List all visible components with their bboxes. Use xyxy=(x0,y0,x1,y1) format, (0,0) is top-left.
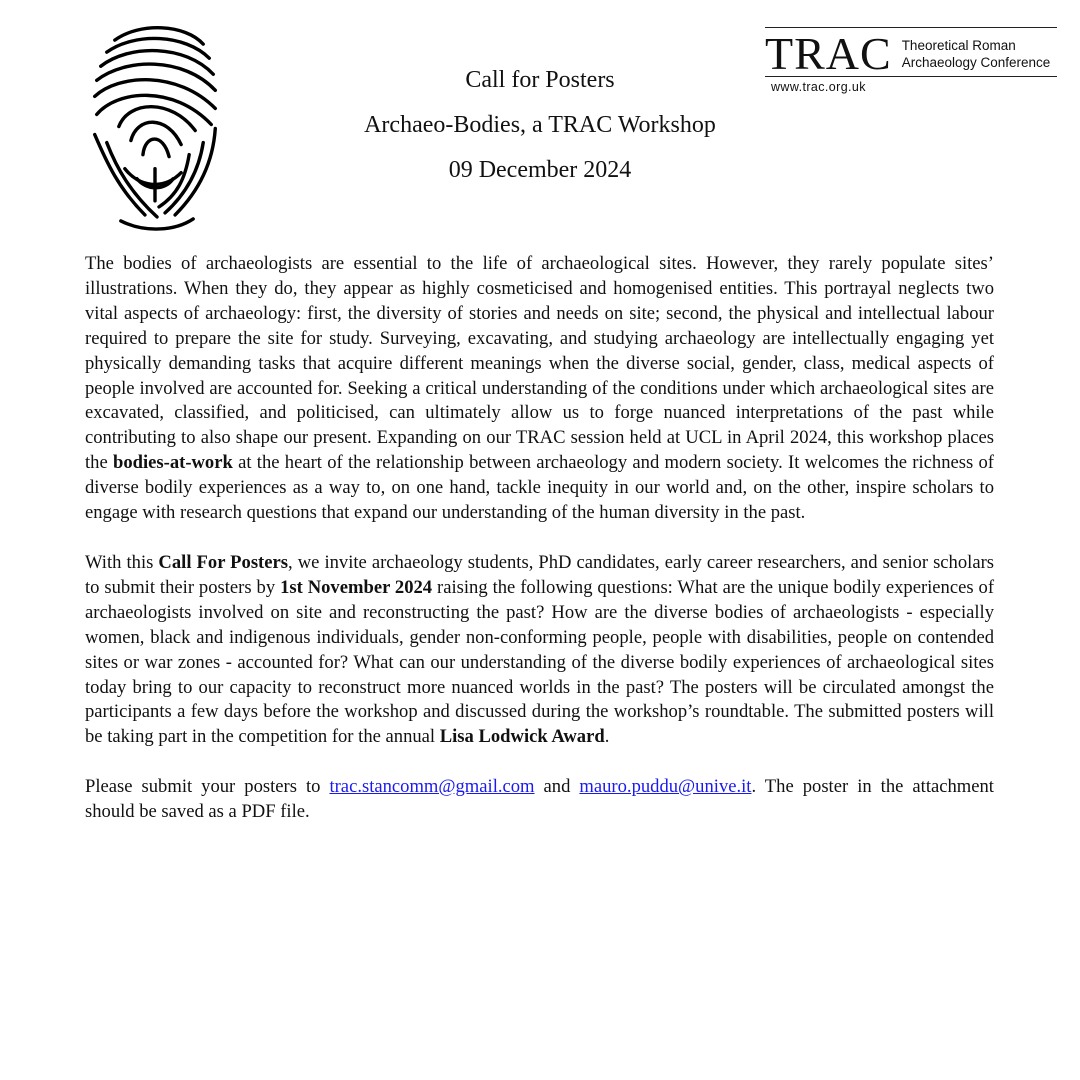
call-text-c: raising the following questions: What are the unique bodily experiences of archaeologists involved on site and reconstructing the past? How are the diverse bodies of archaeologists - especially women, black and indigenous individuals, gender non-conforming people, people with disabilities, people on contended sites or war zones - accounted for? What can our understanding of the diverse bodily experiences of archaeological sites today bring to our capacity to reconstruct more nuanced worlds in the past? The posters will be circulated amongst the participants a few days before the workshop and discussed during the workshop’s roundtable. The submitted posters will be taking part in the competition for the annual xyxy=(85,576,995,748)
workshop-date: 09 December 2024 xyxy=(448,157,632,183)
trac-wordmark: TRAC xyxy=(765,28,892,79)
call-text-a: With this xyxy=(85,551,159,573)
call-text-d: . xyxy=(604,726,610,748)
submit-text-b: and xyxy=(534,776,580,798)
bodies-at-work-emphasis: bodies-at-work xyxy=(113,452,233,474)
trac-logo xyxy=(765,27,1057,94)
trac-fullname-line2: Archaeology Conference xyxy=(901,55,1051,70)
page-title: Call for Posters xyxy=(465,67,615,93)
submission-paragraph xyxy=(85,775,994,825)
trac-fullname xyxy=(902,37,1051,71)
fingerprint-swirl-icon xyxy=(84,18,226,234)
intro-text-b: at the heart of the relationship between archaeology and modern society. It welcomes the richness of diverse bodily experiences as a way to, on one hand, tackle inequity in our world and, on the other, inspire scholars to engage with research questions that expand our understanding of the human diversity in the past. xyxy=(85,452,994,524)
email-link-puddu[interactable]: mauro.puddu@unive.it xyxy=(579,776,752,798)
submit-text-a: Please submit your posters to xyxy=(85,776,330,798)
workshop-subtitle: Archaeo-Bodies, a TRAC Workshop xyxy=(364,112,716,138)
call-for-posters-emphasis: Call For Posters xyxy=(158,551,288,573)
call-paragraph xyxy=(85,551,994,750)
intro-paragraph xyxy=(85,252,994,526)
call-text-b: , we invite archaeology students, PhD candidates, early career researchers, and senior scholars to submit their posters by xyxy=(85,551,995,598)
body-text xyxy=(85,252,994,825)
trac-url: www.trac.org.uk xyxy=(771,80,866,94)
trac-fullname-line1: Theoretical Roman xyxy=(901,38,1016,53)
award-emphasis: Lisa Lodwick Award xyxy=(439,726,605,748)
submit-text-c: . The poster in the attachment should be saved as a PDF file. xyxy=(85,776,994,823)
email-link-trac[interactable]: trac.stancomm@gmail.com xyxy=(329,776,535,798)
intro-text-a: The bodies of archaeologists are essential to the life of archaeological sites. However, they rarely populate sites’ illustrations. When they do, they appear as highly cosmeticised and homogenised entities. This portrayal neglects two vital aspects of archaeology: first, the diversity of stories and needs on site; second, the physical and intellectual labour required to prepare the site for study. Surveying, excavating, and studying archaeology are intellectually engaging yet physically demanding tasks that acquire different meanings when the diverse social, gender, class, medical aspects of people involved are accounted for. Seeking a critical understanding of the conditions under which archaeological sites are excavated, classified, and politicised, can ultimately allow us to forge nuanced interpretations of the past while contributing to also shape our present. Expanding on our TRAC session held at UCL in April 2024, this workshop places the xyxy=(85,253,994,474)
deadline-emphasis: 1st November 2024 xyxy=(280,576,433,598)
